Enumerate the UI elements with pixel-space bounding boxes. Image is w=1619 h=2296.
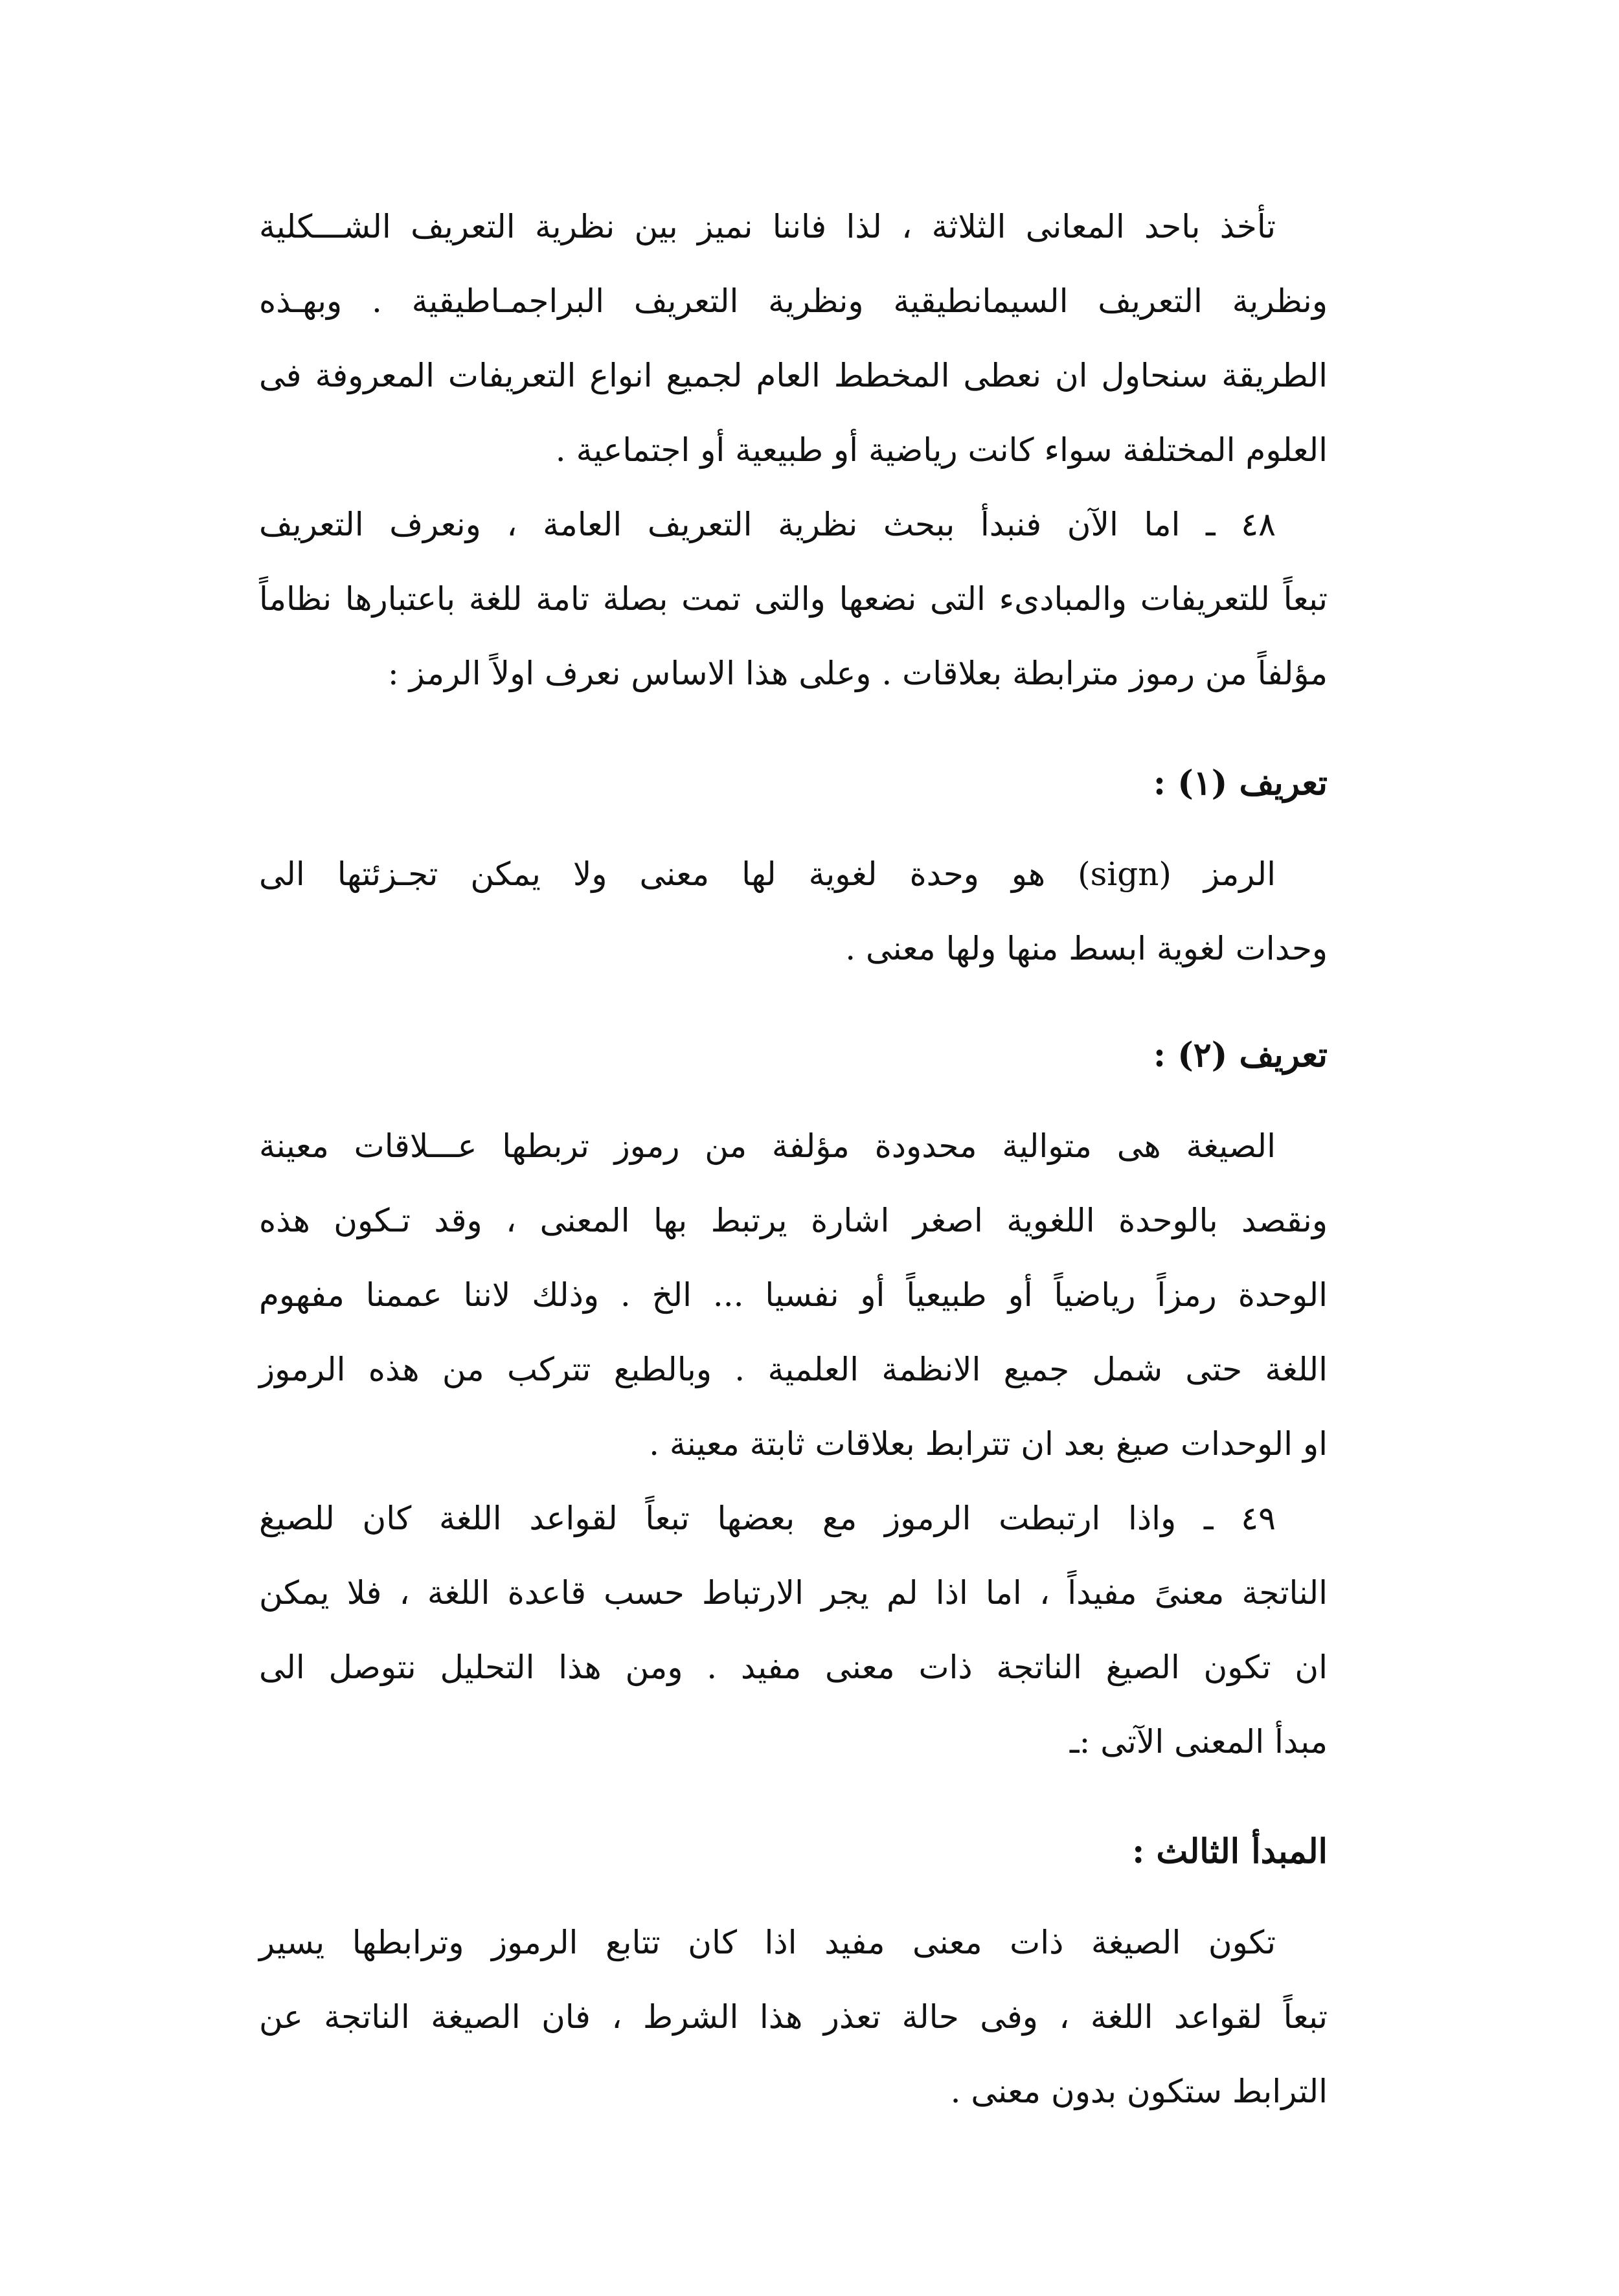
definition-1-heading: تعريف (١) :	[1153, 763, 1328, 803]
para2-line: تبعاً للتعريفات والمبادىء التى نضعها والتى تمت بصلة تامة للغة باعتبارها نظاماً	[259, 580, 1328, 618]
definition-2-line: اللغة حتى شمل جميع الانظمة العلمية . وبالطبع تتركب من هذه الرموز	[259, 1351, 1328, 1388]
para1-line: تأخذ باحد المعانى الثلاثة ، لذا فاننا نميز بين نظرية التعريف الشـــكلية	[259, 208, 1276, 245]
para1-line: العلوم المختلفة سواء كانت رياضية أو طبيعية أو اجتماعية .	[555, 431, 1328, 469]
para3-line: الناتجة معنىً مفيداً ، اما اذا لم يجر الارتباط حسب قاعدة اللغة ، فلا يمكن	[259, 1574, 1328, 1612]
def1-text: هو وحدة لغوية لها معنى ولا يمكن تجـزئتها الى	[259, 855, 1046, 893]
def1-latin-term: (sign)	[1078, 855, 1172, 893]
definition-2-heading: تعريف (٢) :	[1153, 1035, 1328, 1075]
principle-3-line: الترابط ستكون بدون معنى .	[950, 2073, 1328, 2110]
definition-2-line: او الوحدات صيغ بعد ان تترابط بعلاقات ثابتة معينة .	[649, 1425, 1328, 1463]
principle-3-line: تبعاً لقواعد اللغة ، وفى حالة تعذر هذا الشرط ، فان الصيغة الناتجة عن	[259, 1998, 1328, 2036]
para1-line: ونظرية التعريف السيمانطيقية ونظرية التعريف البراجمـاطيقية . وبهـذه	[259, 282, 1328, 320]
principle-3-heading: المبدأ الثالث :	[1132, 1832, 1328, 1871]
para3-line: ٤٩ ـ واذا ارتبطت الرموز مع بعضها تبعاً لقواعد اللغة كان للصيغ	[259, 1500, 1276, 1537]
principle-3-line: تكون الصيغة ذات معنى مفيد اذا كان تتابع الرموز وترابطها يسير	[259, 1924, 1276, 1961]
para2-line: ٤٨ ـ اما الآن فنبدأ ببحث نظرية التعريف العامة ، ونعرف التعريف	[259, 506, 1276, 543]
definition-2-line: الصيغة هى متوالية محدودة مؤلفة من رموز تربطها عـــلاقات معينة	[259, 1127, 1276, 1165]
para2-line: مؤلفاً من رموز مترابطة بعلاقات . وعلى هذا الاساس نعرف اولاً الرمز :	[387, 655, 1328, 692]
definition-1-line: وحدات لغوية ابسط منها ولها معنى .	[845, 930, 1328, 967]
definition-2-line: الوحدة رمزاً رياضياً أو طبيعياً أو نفسيا ... الخ . وذلك لاننا عممنا مفهوم	[259, 1276, 1328, 1314]
para3-line: ان تكون الصيغ الناتجة ذات معنى مفيد . ومن هذا التحليل نتوصل الى	[259, 1649, 1328, 1686]
def1-term: الرمز	[1203, 855, 1276, 893]
para1-line: الطريقة سنحاول ان نعطى المخطط العام لجميع انواع التعريفات المعروفة فى	[259, 357, 1328, 394]
definition-1-line	[259, 848, 1328, 900]
para3-line: مبدأ المعنى الآتى :ـ	[1069, 1723, 1328, 1761]
definition-2-line: ونقصد بالوحدة اللغوية اصغر اشارة يرتبط بها المعنى ، وقد تـكون هذه	[259, 1202, 1328, 1239]
